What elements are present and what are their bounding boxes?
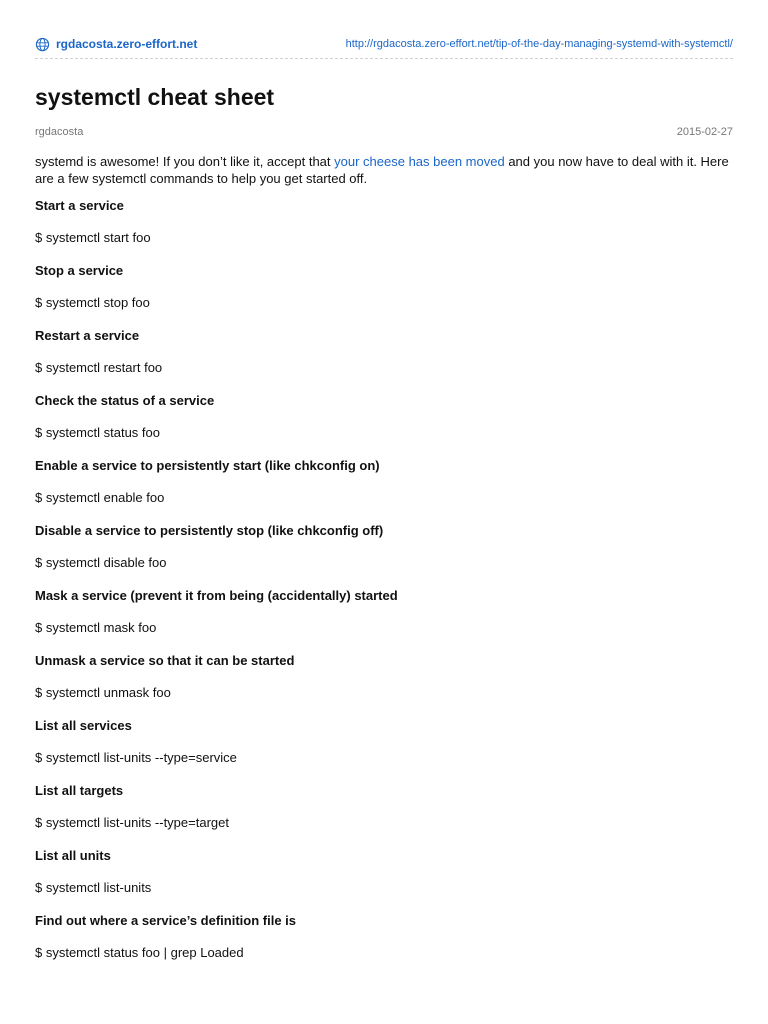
- command-heading: Unmask a service so that it can be started: [35, 653, 295, 668]
- command-heading: Mask a service (prevent it from being (accidentally) started: [35, 588, 398, 603]
- intro-text-before: systemd is awesome! If you don’t like it, accept that: [35, 154, 335, 169]
- command-text: $ systemctl status foo: [35, 425, 160, 440]
- command-text: $ systemctl start foo: [35, 230, 151, 245]
- command-item: [35, 847, 733, 896]
- command-item: [35, 392, 733, 441]
- author: rgdacosta: [35, 126, 84, 138]
- command-item: [35, 652, 733, 701]
- article-url-link[interactable]: http://rgdacosta.zero-effort.net/tip-of-the-day-managing-systemd-with-systemctl/: [345, 38, 733, 50]
- command-item: [35, 197, 733, 246]
- cheese-link[interactable]: your cheese has been moved: [334, 154, 505, 169]
- intro-paragraph: [35, 153, 733, 187]
- command-text: $ systemctl restart foo: [35, 360, 163, 375]
- command-text: $ systemctl list-units --type=service: [35, 750, 237, 765]
- command-heading: Find out where a service’s definition file is: [35, 913, 297, 928]
- site-name: rgdacosta.zero-effort.net: [56, 37, 198, 51]
- header-divider: [35, 58, 733, 59]
- page-title: systemctl cheat sheet: [35, 84, 275, 110]
- command-heading: Start a service: [35, 198, 124, 213]
- command-text: $ systemctl unmask foo: [35, 685, 171, 700]
- command-heading: List all units: [35, 848, 111, 863]
- article-meta: [35, 126, 733, 138]
- page-header: [35, 33, 733, 55]
- command-text: $ systemctl list-units --type=target: [35, 815, 229, 830]
- command-item: [35, 587, 733, 636]
- command-heading: Enable a service to persistently start (like chkconfig on): [35, 458, 380, 473]
- command-item: [35, 717, 733, 766]
- command-text: $ systemctl enable foo: [35, 490, 165, 505]
- command-item: [35, 262, 733, 311]
- site-link[interactable]: [35, 37, 197, 52]
- command-heading: Check the status of a service: [35, 393, 215, 408]
- command-item: [35, 522, 733, 571]
- command-text: $ systemctl mask foo: [35, 620, 157, 635]
- command-heading: List all targets: [35, 783, 124, 798]
- command-heading: List all services: [35, 718, 132, 733]
- command-heading: Restart a service: [35, 328, 140, 343]
- command-text: $ systemctl stop foo: [35, 295, 150, 310]
- command-heading: Stop a service: [35, 263, 124, 278]
- command-item: [35, 782, 733, 831]
- intro-text-after: and you now have to deal with it. Here are a few systemctl commands to help you get started off.: [35, 154, 729, 186]
- command-heading: Disable a service to persistently stop (like chkconfig off): [35, 523, 384, 538]
- command-item: [35, 457, 733, 506]
- article-body: [35, 153, 733, 977]
- command-text: $ systemctl disable foo: [35, 555, 167, 570]
- publish-date: 2015-02-27: [676, 126, 733, 138]
- command-text: $ systemctl list-units: [35, 880, 152, 895]
- globe-icon: [35, 37, 50, 52]
- command-item: [35, 327, 733, 376]
- command-text: $ systemctl status foo | grep Loaded: [35, 945, 244, 960]
- command-item: [35, 912, 733, 961]
